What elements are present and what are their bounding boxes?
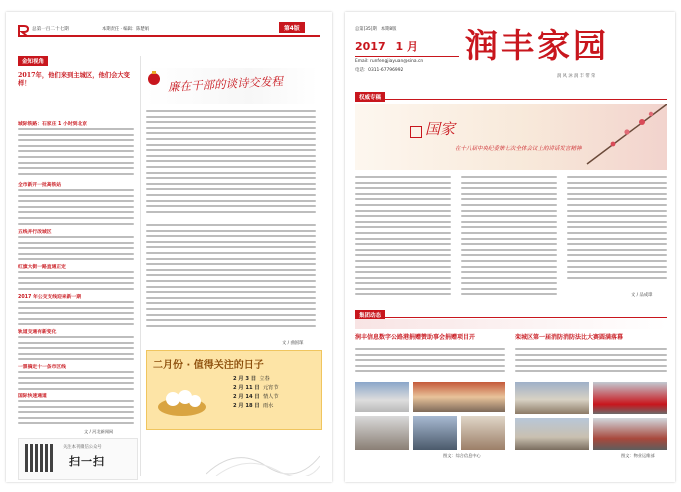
right-year: 2017 xyxy=(355,40,386,53)
article2-text xyxy=(515,348,667,378)
col1-text-block-4 xyxy=(18,271,134,293)
col1-text-block-2 xyxy=(18,189,134,229)
feature-title-banner xyxy=(146,68,318,104)
promo-box xyxy=(146,350,322,430)
right-header-info xyxy=(355,26,396,32)
col1-text-block-7 xyxy=(18,371,134,393)
promo-day-4: 2 月 18 日 雨水 xyxy=(233,403,274,409)
promo-day-3: 2 月 14 日 情人节 xyxy=(233,394,279,400)
left-editor-line: 本期责任 · 编辑：陈楚娟 xyxy=(102,27,150,32)
right-email[interactable]: Email: runfengjiayuan@sina.cn xyxy=(355,59,424,64)
left-col1-headline: 2017年，他们来到主城区，他们会大变样！ xyxy=(18,72,130,87)
banner-seal-icon xyxy=(410,126,422,138)
article2-photo-3 xyxy=(515,418,589,450)
article2-photo-4 xyxy=(593,418,667,450)
column-divider xyxy=(140,56,141,476)
section1-banner xyxy=(355,104,667,170)
article1-photo-2 xyxy=(413,382,505,412)
col1-text-block-5 xyxy=(18,301,134,329)
feature-text-col-b xyxy=(146,224,316,336)
col1-subhead-3: 五线并行改城区 xyxy=(18,230,52,235)
section1-rule xyxy=(385,99,667,100)
right-month: 1 月 xyxy=(395,40,418,53)
col1-footer: 文 / 河北新闻网 xyxy=(84,429,114,434)
article1-photo-1 xyxy=(355,382,409,412)
col1-text-block-8 xyxy=(18,400,134,428)
left-page-number: 第4版 xyxy=(279,22,305,33)
col1-subhead-6: 轨道交通有新变化 xyxy=(18,330,57,335)
section1-banner-big: 国家 xyxy=(425,120,456,138)
section1-label: 权威专稿 xyxy=(355,92,385,102)
article2-title: 栾城区第一届消防消防法比大赛圆满落幕 xyxy=(515,334,624,341)
left-column-title: 金知视角 xyxy=(18,56,48,66)
right-phone[interactable]: 电话：0311-67796992 xyxy=(355,68,404,73)
left-issue-number: 总第一百二十七期 xyxy=(32,27,69,32)
right-edition-note: 本期8版 xyxy=(380,27,397,32)
promo-title: 二月份 · 值得关注的日子 xyxy=(153,360,264,371)
section1-col-c xyxy=(567,176,667,288)
promo-day-1: 2 月 3 日 立春 xyxy=(233,376,270,382)
masthead-title: 润丰家园 xyxy=(465,26,609,65)
qr-label: 扫一扫 xyxy=(69,455,105,468)
col1-text-block-1 xyxy=(18,128,134,180)
col1-subhead-5: 2017 年公交支线迎来新一期 xyxy=(18,295,81,300)
left-page xyxy=(6,12,332,482)
section1-signoff: 文 / 品成璋 xyxy=(631,293,653,298)
col1-subhead-1: 城际铁路：石家庄 1 小时到北京 xyxy=(18,122,88,127)
masthead-sub: 润 风 沐 润 丰 带 荣 xyxy=(557,74,596,79)
qr-code[interactable] xyxy=(25,444,53,472)
left-header-rule xyxy=(18,35,320,37)
article2-photo-2 xyxy=(593,382,667,414)
section2-banner-strip xyxy=(355,319,667,329)
article1-photo-4 xyxy=(413,416,457,450)
section1-banner-tag: 在十八届中央纪委第七次全体会议上的讲话发言精神 xyxy=(455,146,582,152)
dumpling-bowl-image xyxy=(157,377,207,417)
left-logo xyxy=(18,22,29,34)
feature-text-col-a xyxy=(146,110,316,220)
article1-photo-3 xyxy=(355,416,409,450)
qr-note: 关注本刊微信公众号 xyxy=(63,445,102,450)
col1-subhead-2: 全市新开一批高铁站 xyxy=(18,183,62,188)
right-header-rule xyxy=(355,56,459,57)
section1-col-a xyxy=(355,176,451,306)
promo-day-list xyxy=(233,375,317,411)
section2-label: 集团动态 xyxy=(355,310,385,320)
col1-text-block-6 xyxy=(18,336,134,364)
article2-photo-1 xyxy=(515,382,589,414)
section1-col-b xyxy=(461,176,557,306)
qr-block xyxy=(18,438,138,480)
col1-subhead-8: 国际快速通道 xyxy=(18,394,47,399)
right-date xyxy=(355,38,418,54)
lantern-icon xyxy=(146,70,162,86)
col1-subhead-7: 一票搞定十一条市区线 xyxy=(18,365,66,370)
article2-caption: 图文：物业运维部 xyxy=(621,453,655,458)
bottom-decoration xyxy=(206,436,320,476)
promo-day-2: 2 月 11 日 元宵节 xyxy=(233,385,279,391)
right-issue-number: 总第[35]期 xyxy=(355,27,377,32)
plum-blossom-image xyxy=(547,104,667,170)
col1-text-block-3 xyxy=(18,236,134,264)
article1-caption: 图文：综合信息中心 xyxy=(443,453,481,458)
feature-title: 廉在干部的谈诗交发程 xyxy=(167,74,284,94)
article1-text xyxy=(355,348,505,378)
right-page xyxy=(345,12,675,482)
col1-subhead-4: 红旗大街一路直通正定 xyxy=(18,265,66,270)
article1-photo-5 xyxy=(461,416,505,450)
feature-author: 文 / 曲国琛 xyxy=(282,341,304,346)
section2-rule xyxy=(385,317,667,318)
article1-title: 润丰信息数字公路港捐赠赞助事会捐赠项目开 xyxy=(355,334,476,341)
